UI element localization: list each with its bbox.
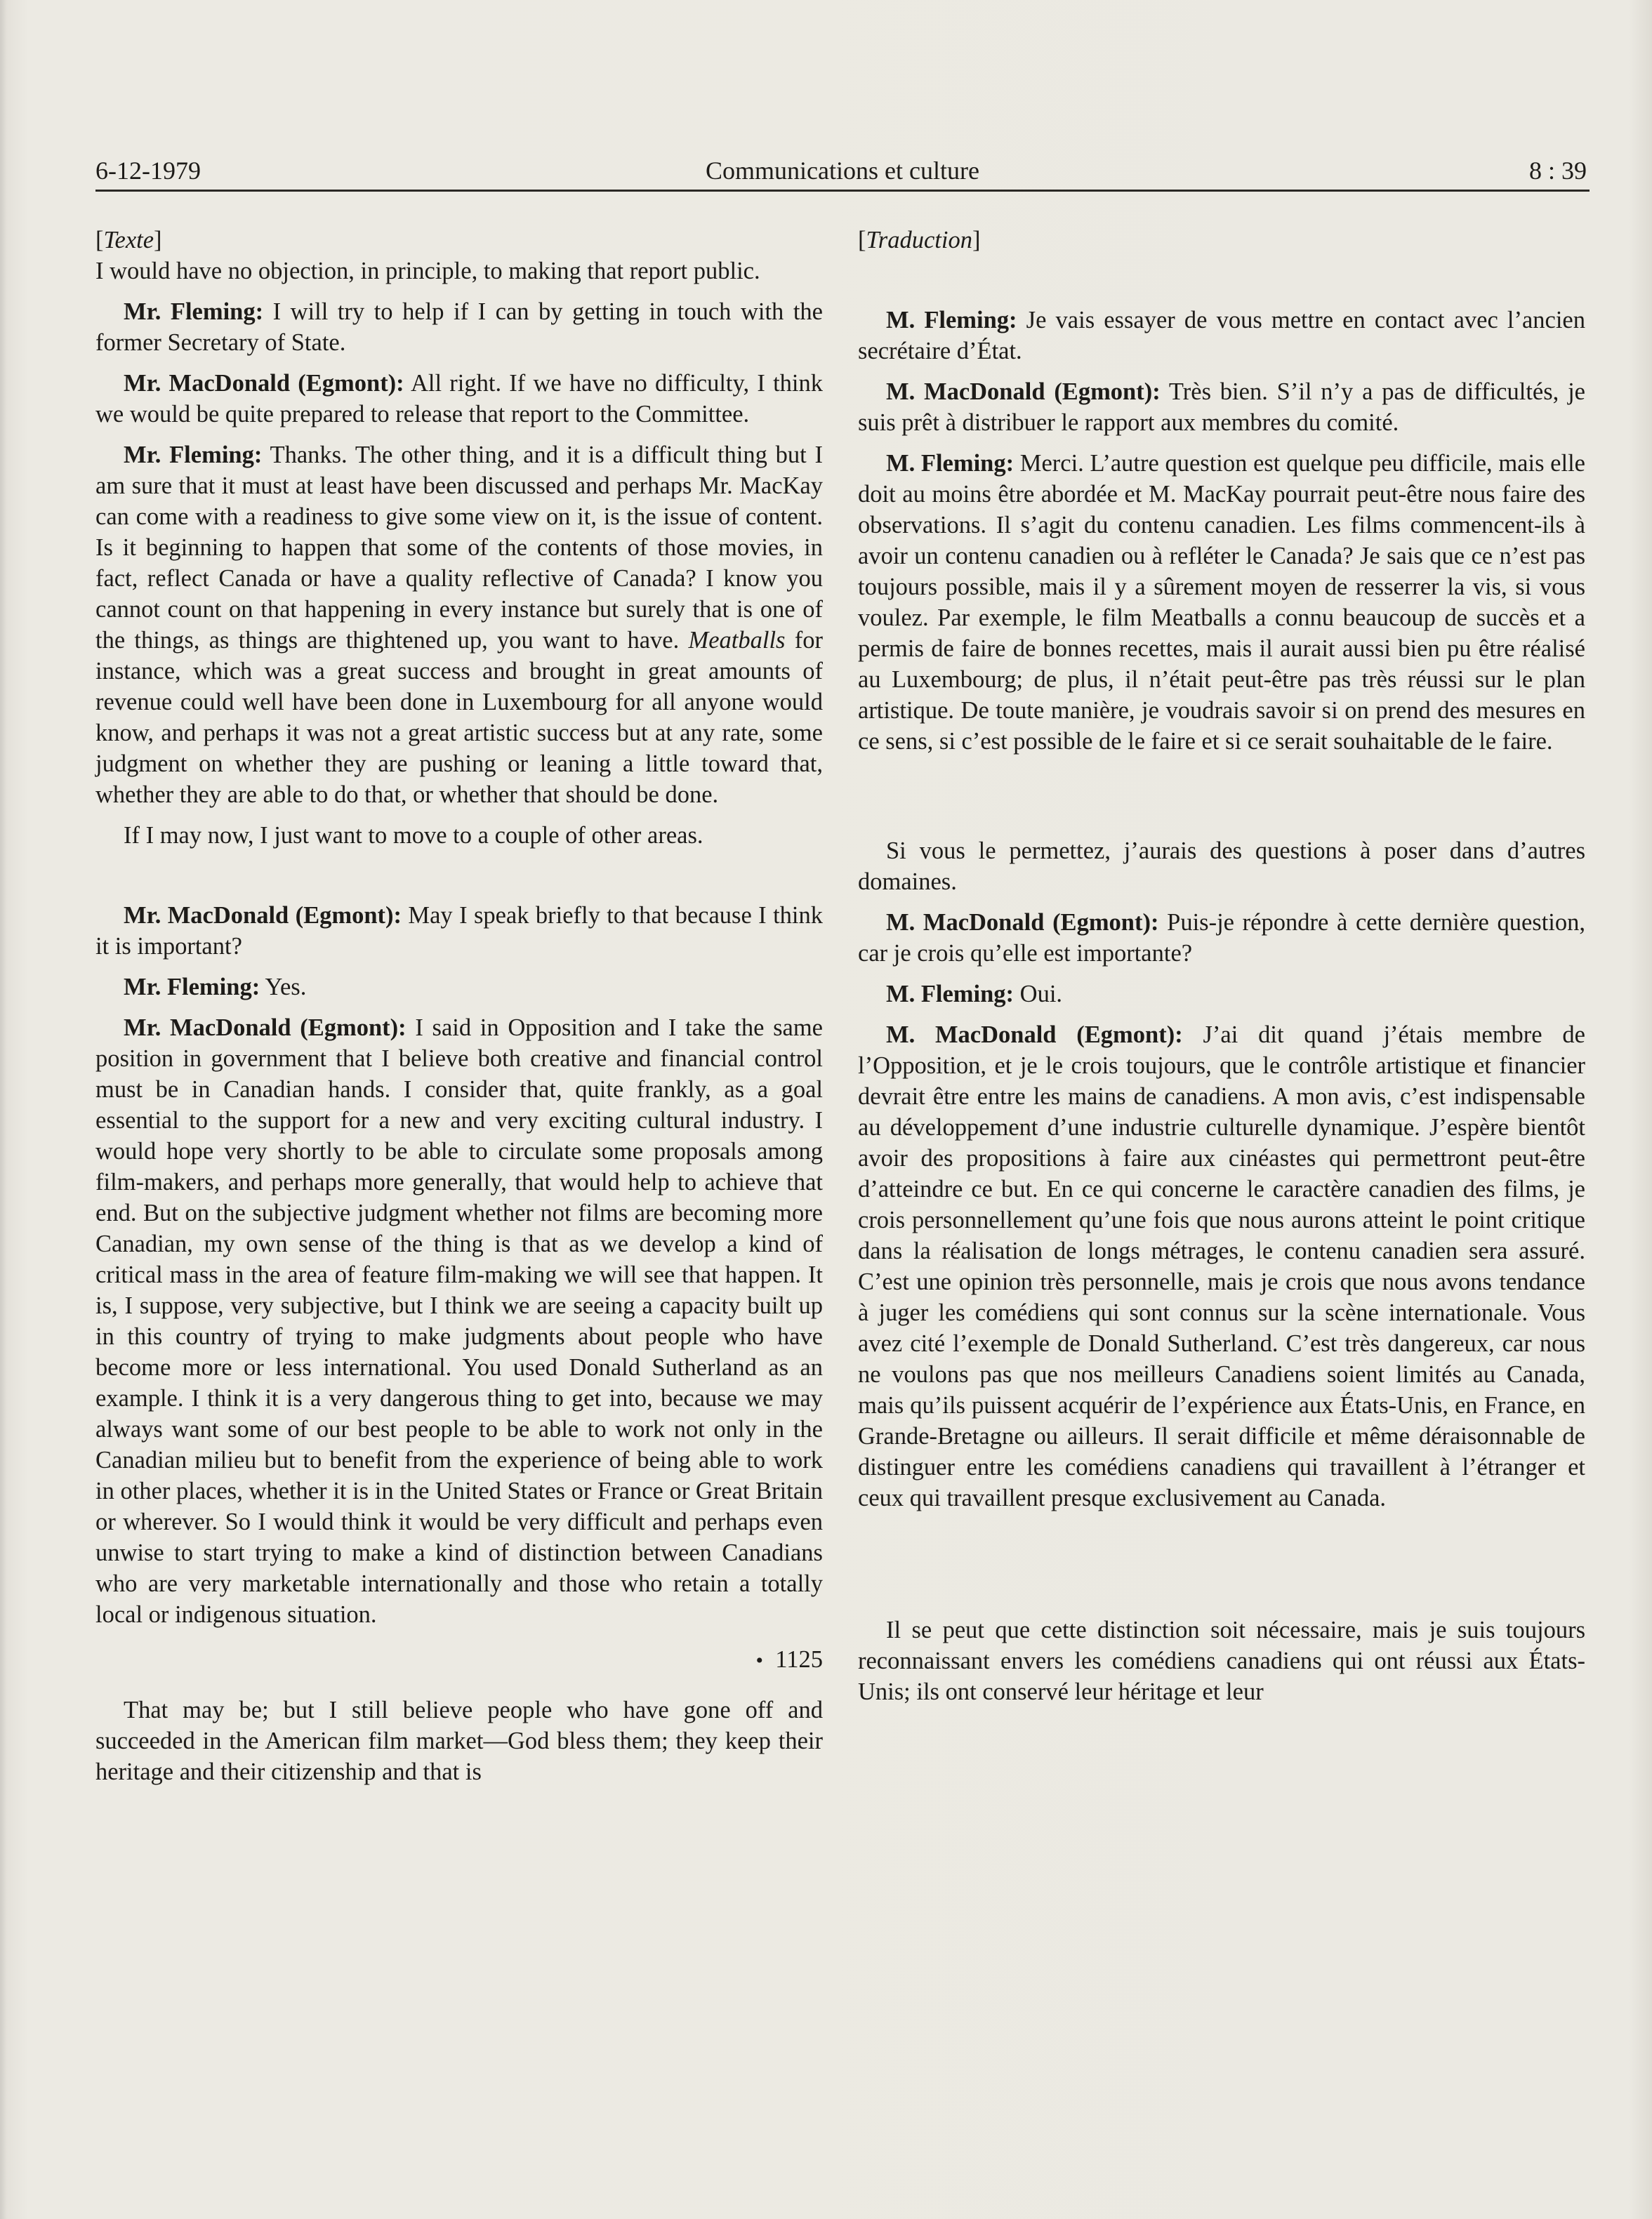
paragraph-7: Mr. MacDonald (Egmont): I said in Opposition and I take the same position in government that I believe both creative and financial control must be in Canadian hands. I consider that, quite frankly, as a goal essential to the support for a new and very exciting cultural industry. I would hope very shortly to be able to circulate some proposals among film-makers, and perhaps more generally, that would help to achieve that end. But on the subjective judgment whether not films are becoming more Canadian, my own sense of the thing is that as we develop a kind of critical mass in the area of feature film-making we will see that happen. It is, I suppose, very subjective, but I think we are seeing a capacity built up in this country of trying to make judgments about people who have become more or less international. You used Donald Sutherland as an example. I think it is a very dangerous thing to get into, because we may always want some of our best people to be able to work not only in the Canadian milieu but to benefit from the experience of being able to work in other places, whether it is in the United States or France or Great Britain or wherever. So I would think it would be very difficult and perhaps even unwise to start trying to make a kind of distinction between Canadians who are very marketable internationally and those who retain a totally local or indigenous situation. (95, 1014, 823, 1628)
paragraph-0: I would have no objection, in principle, to making that report public. (95, 258, 760, 284)
film-title: Meatballs (688, 627, 786, 654)
header-title: Communications et culture (706, 157, 979, 185)
speaker: Mr. Fleming: (124, 442, 263, 468)
speaker: M. Fleming: (886, 307, 1017, 333)
bullet-icon: • (755, 1649, 764, 1672)
speaker: M. MacDonald (Egmont): (886, 909, 1159, 936)
paragraph-8: That may be; but I still believe people who have gone off and succeeded in the American film market—God bless them; they keep their heritage and their citizenship and that is (95, 1697, 823, 1785)
speaker: Mr. Fleming: (124, 974, 260, 1000)
traduction-label: [Traduction] (858, 227, 981, 253)
speaker: M. Fleming: (886, 450, 1015, 477)
paragraph-6: M. Fleming: Oui. (886, 981, 1063, 1007)
speaker: Mr. MacDonald (Egmont): (124, 370, 404, 397)
paragraph-1: M. Fleming: Je vais essayer de vous mettre en contact avec l’ancien secrétaire d’État. (858, 307, 1585, 364)
paragraph-7: M. MacDonald (Egmont): J’ai dit quand j’étais membre de l’Opposition, et je le crois toujours, que le contrôle artistique et financier devrait être entre les mains de canadiens. A mon avis, c’est indispensable au développement d’une industrie culturelle dynamique. J’espère bientôt avoir des propositions à faire aux cinéastes qui permettront peut-être d’atteindre ce but. En ce qui concerne le caractère canadien des films, je crois personnellement qu’une fois que nous aurons atteint le point critique dans la réalisation de longs métrages, le contenu canadien sera assuré. C’est une opinion très personnelle, mais je crois que nous avons tendance à juger les comédiens qui sont connus sur la scène internationale. Vous avez cité l’exemple de Donald Sutherland. C’est très dangereux, car nous ne voulons pas que nos meilleurs Canadiens soient limités au Canada, mais qu’ils puissent acquérir de l’expérience aux États-Unis, en France, en Grande-Bretagne ou ailleurs. Il serait difficile et même déraisonnable de distinguer entre les comédiens canadiens qui travaillent à l’étranger et ceux qui travaillent presque exclusivement au Canada. (858, 1021, 1585, 1511)
paragraph-4: If I may now, I just want to move to a couple of other areas. (124, 822, 703, 849)
paragraph-2: M. MacDonald (Egmont): Très bien. S’il n’y a pas de difficultés, je suis prêt à distribuer le rapport aux membres du comité. (858, 378, 1585, 436)
speaker: Mr. Fleming: (124, 298, 264, 325)
paragraph-3: Mr. Fleming: Thanks. The other thing, and it is a difficult thing but I am sure that it must at least have been discussed and perhaps Mr. MacKay can come with a readiness to give some view on it, is the issue of content. Is it beginning to happen that some of the contents of those movies, in fact, reflect Canada or have a quality reflective of Canada? I know you cannot count on that happening in every instance but surely that is one of the things, as things are thightened up, you want to have. Meatballs for instance, which was a great success and brought in great amounts of revenue could well have been done in Luxembourg for all anyone would know, and perhaps it was not a great artistic success but at any rate, some judgment on whether they are pushing or leaning a little toward that, whether they are able to do that, or whether that should be done. (95, 442, 823, 808)
french-column (858, 225, 1585, 1717)
paragraph-6: Mr. Fleming: Yes. (124, 974, 307, 1000)
paragraph-1: Mr. Fleming: I will try to help if I can by getting in touch with the former Secretary of State. (95, 298, 823, 356)
header-page-number: 8 : 39 (1528, 157, 1587, 185)
speaker: M. MacDonald (Egmont): (886, 378, 1161, 405)
paragraph-2: Mr. MacDonald (Egmont): All right. If we have no difficulty, I think we would be quite prepared to release that report to the Committee. (95, 370, 823, 428)
page-header (95, 149, 1590, 192)
speaker: M. MacDonald (Egmont): (886, 1021, 1183, 1048)
speaker: Mr. MacDonald (Egmont): (124, 902, 402, 929)
paragraph-3: M. Fleming: Merci. L’autre question est quelque peu difficile, mais elle doit au moins être abordée et M. MacKay pourrait peut-être nous faire des observations. Il s’agit du contenu canadien. Les films commencent-ils à avoir un contenu canadien ou à refléter le Canada? Je sais que ce n’est pas toujours possible, mais il y a sûrement moyen de resserrer la vis, si vous voulez. Par exemple, le film Meatballs a connu beaucoup de succès et a permis de faire de bonnes recettes, mais il aurait aussi bien pu être réalisé au Luxembourg; de plus, il n’était peut-être pas très réussi sur le plan artistique. De toute manière, je voudrais savoir si on prend des mesures en ce sens, si c’est possible de le faire et si ce serait souhaitable de le faire. (858, 450, 1585, 755)
time-marker: • 1125 (755, 1646, 823, 1673)
english-column (95, 225, 823, 1797)
speaker: M. Fleming: (886, 981, 1015, 1007)
paragraph-5: M. MacDonald (Egmont): Puis-je répondre à cette dernière question, car je crois qu’elle est importante? (858, 909, 1585, 967)
paragraph-5: Mr. MacDonald (Egmont): May I speak briefly to that because I think it is important? (95, 902, 823, 960)
speaker: Mr. MacDonald (Egmont): (124, 1014, 407, 1041)
texte-label: [Texte] (95, 227, 162, 253)
header-date: 6-12-1979 (95, 157, 201, 185)
paragraph-8: Il se peut que cette distinction soit nécessaire, mais je suis toujours reconnaissant envers les comédiens canadiens qui ont réussi aux États-Unis; ils ont conservé leur héritage et leur (858, 1617, 1585, 1705)
paragraph-4: Si vous le permettez, j’aurais des questions à poser dans d’autres domaines. (858, 837, 1585, 895)
